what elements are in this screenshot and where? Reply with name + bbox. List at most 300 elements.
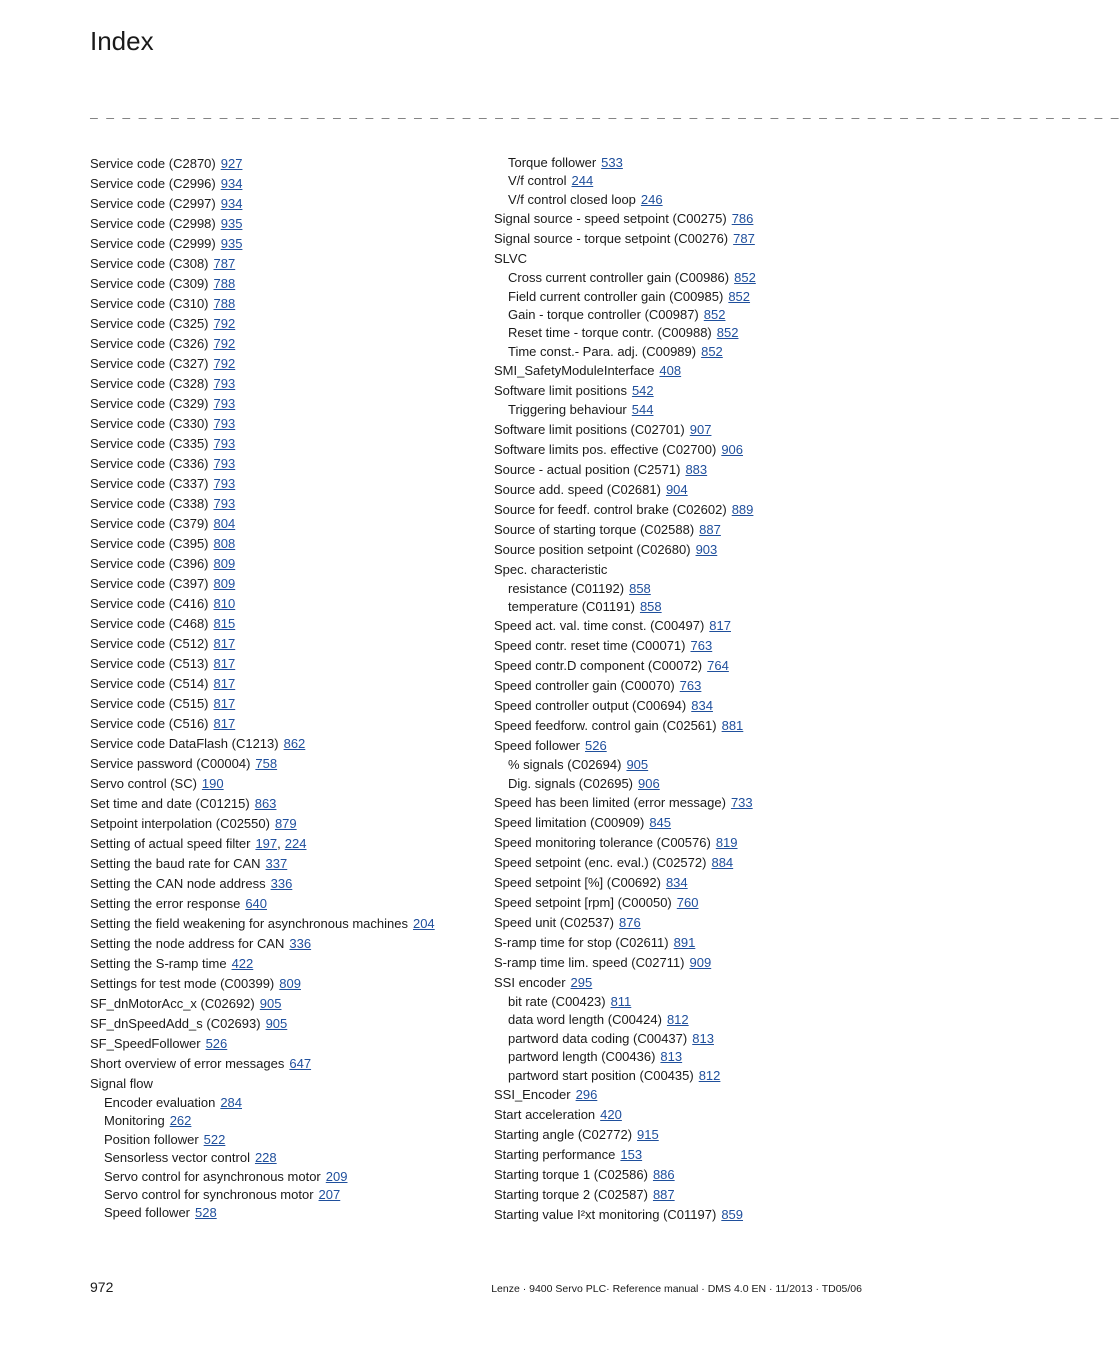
page-link[interactable]: 792 [213,316,236,331]
entry-label: SMI_SafetyModuleInterface [494,363,655,379]
index-entry [494,716,874,736]
page-link[interactable]: 262 [169,1113,192,1129]
entry-pages [638,776,660,791]
entry-pages [214,516,236,531]
entry-label: Speed limitation (C00909) [494,815,645,831]
entry-pages [692,1031,714,1046]
page-link[interactable]: 640 [245,896,268,911]
entry-pages [699,522,721,537]
entry-label: Speed follower [104,1205,190,1221]
entry-label: Service code (C379) [90,516,209,531]
entry-pages [195,1205,217,1220]
entry-pages [611,994,632,1009]
entry-pages [279,976,301,991]
entry-label: S-ramp time for stop (C02611) [494,935,669,951]
page-link[interactable]: 906 [721,441,744,457]
entry-pages [206,1036,228,1051]
index-entry [90,734,480,754]
entry-label: Speed contr. reset time (C00071) [494,638,686,654]
index-entry [90,534,480,554]
page-link[interactable]: 812 [698,1067,721,1083]
entry-label: Servo control (SC) [90,776,197,791]
page-link[interactable]: 533 [601,155,623,170]
index-entry [90,334,480,354]
page-link[interactable]: 852 [734,270,756,286]
page-link[interactable]: 209 [325,1168,348,1184]
page-link[interactable]: 904 [665,481,688,497]
page-link[interactable]: 813 [692,1030,714,1046]
page-link[interactable]: 858 [639,598,662,614]
index-entry [494,1145,874,1165]
entry-pages [245,896,267,911]
page-link[interactable]: 905 [259,996,282,1011]
entry-label: Service code (C396) [90,556,209,571]
entry-pages [704,307,726,322]
entry-pages [214,436,236,451]
index-entry [494,560,874,580]
page-link[interactable]: 336 [289,936,312,951]
entry-label: Service code (C338) [90,496,209,511]
page-link[interactable]: 809 [279,976,301,991]
page-number: 972 [90,1279,114,1295]
entry-pages [221,176,243,191]
entry-pages [214,316,236,331]
page-link[interactable]: 793 [213,396,236,411]
index-entry [494,249,874,269]
page-link[interactable]: 408 [659,363,682,379]
page-link[interactable]: 881 [721,718,744,734]
index-subentry [90,1168,480,1186]
index-subentry [494,775,874,793]
entry-label: Setting the field weakening for asynchronous machines [90,916,408,931]
entry-label: SF_SpeedFollower [90,1036,201,1051]
entry-label: Speed contr.D component (C00072) [494,658,703,674]
page-separator: , [277,836,281,851]
entry-label: Settings for test mode (C00399) [90,976,275,991]
page-link[interactable]: 817 [213,716,236,731]
entry-pages [214,376,236,391]
index-entry [90,1074,480,1094]
entry-pages [721,1207,743,1222]
index-subentry [494,191,874,209]
page-link[interactable]: 522 [203,1131,226,1147]
entry-pages [214,656,236,671]
index-entry [494,616,874,636]
page-link[interactable]: 887 [699,521,721,537]
entry-pages [641,192,663,207]
page-link[interactable]: 817 [213,696,236,711]
page-link[interactable]: 764 [707,658,729,674]
page-link[interactable]: 906 [638,775,660,791]
entry-pages [571,975,593,990]
index-entry [90,994,480,1014]
index-entry [494,676,874,696]
entry-label: Speed controller output (C00694) [494,698,687,714]
page-link[interactable]: 422 [231,956,254,971]
page-link[interactable]: 876 [618,915,641,931]
entry-label: Setting the node address for CAN [90,936,285,951]
page-link[interactable]: 793 [213,416,236,431]
page-link[interactable]: 336 [270,876,293,891]
index-subentry [90,1149,480,1167]
page-link[interactable]: 863 [254,796,277,811]
entry-pages [711,855,733,870]
index-subentry [90,1186,480,1204]
page-link[interactable]: 852 [701,343,723,359]
entry-label: Service code (C2998) [90,216,216,231]
entry-label: Service code (C330) [90,416,209,431]
page-link[interactable]: 809 [213,556,236,571]
index-entry [90,514,480,534]
index-entry [90,1034,480,1054]
entry-pages [728,289,750,304]
index-entry [90,354,480,374]
page-link[interactable]: 758 [255,756,278,771]
entry-label: Triggering behaviour [508,402,627,418]
entry-label: Service code (C309) [90,276,209,291]
page-title: Index [90,26,154,56]
page-link[interactable]: 153 [620,1147,643,1163]
entry-label: Speed setpoint (enc. eval.) (C02572) [494,855,707,871]
entry-pages [214,716,236,731]
page-link[interactable]: 544 [631,402,654,418]
entry-pages [255,756,277,771]
index-subentry [494,306,874,324]
entry-pages [667,1012,689,1027]
page-link[interactable]: 207 [318,1186,341,1202]
index-entry [90,834,480,854]
page-link[interactable]: 813 [660,1049,683,1065]
page-link[interactable]: 793 [213,456,236,471]
index-entry [90,554,480,574]
index-subentry [494,288,874,306]
page-link[interactable]: 859 [721,1207,744,1223]
entry-label: Starting torque 1 (C02586) [494,1167,648,1183]
entry-pages [576,1087,598,1102]
index-entry [90,194,480,214]
entry-label: Starting torque 2 (C02587) [494,1187,648,1203]
entry-pages [637,1127,659,1142]
page-link[interactable]: 817 [213,636,236,651]
entry-pages [214,356,236,371]
entry-label: Speed monitoring tolerance (C00576) [494,835,711,851]
entry-label: Service code (C468) [90,616,209,631]
entry-pages [666,875,688,890]
page-link[interactable]: 733 [730,795,753,811]
page-link[interactable]: 224 [284,836,307,851]
entry-label: SF_dnMotorAcc_x (C02692) [90,996,255,1011]
entry-label: Setting the baud rate for CAN [90,856,261,871]
page-link[interactable]: 852 [728,288,751,304]
page-link[interactable]: 889 [731,501,754,517]
page-link[interactable]: 883 [685,461,708,477]
page-link[interactable]: 788 [213,296,236,311]
page-link[interactable]: 907 [689,421,712,437]
page-link[interactable]: 934 [220,196,243,211]
page-link[interactable]: 793 [213,476,236,491]
index-subentry [494,154,874,172]
page-link[interactable]: 786 [731,211,754,227]
entry-label: Service code (C327) [90,356,209,371]
page-link[interactable]: 763 [679,678,702,694]
index-column-right [494,154,874,1225]
entry-pages [629,581,651,596]
entry-pages [733,231,755,246]
entry-pages [214,416,236,431]
entry-label: Service code (C516) [90,716,209,731]
entry-pages [685,462,707,477]
entry-label: Field current controller gain (C00985) [508,288,724,304]
entry-label: Service code (C2870) [90,156,216,171]
index-column-left [90,154,480,1223]
entry-label: Speed controller gain (C00070) [494,678,675,694]
index-entry [90,694,480,714]
entry-label: Short overview of error messages [90,1056,285,1071]
entry-label: Service code (C325) [90,316,209,331]
page-link[interactable]: 927 [220,156,243,171]
entry-pages [214,496,236,511]
page-link[interactable]: 852 [716,325,739,341]
page-link[interactable]: 886 [652,1167,675,1183]
entry-label: Service code (C336) [90,456,209,471]
page-link[interactable]: 244 [571,173,594,189]
entry-label: temperature (C01191) [508,598,635,614]
index-entry [494,440,874,460]
entry-pages [691,698,713,713]
entry-pages [680,678,702,693]
index-subentry [90,1112,480,1130]
entry-label: Service code (C326) [90,336,209,351]
page-link[interactable]: 204 [412,916,435,931]
page-link[interactable]: 809 [213,576,236,591]
page-link[interactable]: 935 [220,216,243,231]
page-link[interactable]: 528 [195,1205,217,1221]
page-link[interactable]: 935 [220,236,243,251]
page-link[interactable]: 542 [631,383,654,399]
entry-label: Servo control for synchronous motor [104,1186,314,1202]
entry-pages [221,236,243,251]
page-link[interactable]: 891 [673,935,696,951]
index-entry [494,500,874,520]
page-link[interactable]: 812 [666,1012,689,1028]
page-link[interactable]: 811 [610,994,632,1010]
page-link[interactable]: 787 [733,231,755,247]
page-link[interactable]: 526 [585,738,607,754]
entry-pages [255,796,277,811]
entry-pages [289,936,311,951]
entry-label: Setting of actual speed filter [90,836,251,851]
entry-label: Monitoring [104,1113,165,1129]
index-entry [494,933,874,953]
footer-doc-info: Lenze · 9400 Servo PLC· Reference manual · DMS 4.0 EN · 11/2013 · TD05/06 [491,1283,862,1295]
entry-pages [659,363,681,378]
page-link[interactable]: 760 [676,895,699,911]
entry-label: Speed has been limited (error message) [494,795,726,811]
entry-pages [734,270,756,285]
page-link[interactable]: 228 [254,1150,277,1166]
index-subentry [494,1030,874,1048]
page-link[interactable]: 792 [213,356,236,371]
page-link[interactable]: 793 [213,436,236,451]
page-link[interactable]: 526 [205,1036,228,1051]
page-link[interactable]: 788 [213,276,236,291]
entry-pages [696,542,718,557]
entry-label: Position follower [104,1131,199,1147]
index-entry [494,1165,874,1185]
entry-pages [221,216,243,231]
entry-pages [214,576,236,591]
page-link[interactable]: 905 [265,1016,288,1031]
page-link[interactable]: 337 [265,856,288,871]
entry-label: V/f control closed loop [508,191,636,207]
entry-label: Reset time - torque contr. (C00988) [508,325,712,341]
index-entry [90,674,480,694]
entry-pages [214,616,236,631]
entry-label: Service code (C512) [90,636,209,651]
page-link[interactable]: 284 [220,1095,243,1110]
page-link[interactable]: 884 [711,855,734,871]
page-link[interactable]: 296 [575,1087,598,1103]
index-entry [90,314,480,334]
index-entry [494,540,874,560]
entry-pages [413,916,435,931]
entry-label: Service code (C335) [90,436,209,451]
entry-pages [707,658,729,673]
entry-label: Service code (C514) [90,676,209,691]
entry-pages [214,536,236,551]
index-entry [90,454,480,474]
entry-label: Service code (C329) [90,396,209,411]
index-entry [494,793,874,813]
index-entry [494,520,874,540]
page-link[interactable]: 815 [213,616,236,631]
entry-pages [271,876,293,891]
index-entry [90,214,480,234]
page-link[interactable]: 792 [213,336,236,351]
page-link[interactable]: 197 [255,836,278,851]
page-link[interactable]: 808 [213,536,236,551]
page-link[interactable]: 858 [629,580,651,596]
entry-pages [601,155,623,170]
page-link[interactable]: 909 [689,955,712,971]
page-link[interactable]: 934 [220,176,243,191]
entry-pages [600,1107,622,1122]
entry-pages [619,915,641,930]
entry-label: Software limit positions (C02701) [494,421,685,437]
entry-label: Speed act. val. time const. (C00497) [494,618,705,634]
index-subentry [494,993,874,1011]
page-link[interactable]: 295 [570,975,593,991]
index-entry [90,814,480,834]
entry-label: Source of starting torque (C02588) [494,521,695,537]
page-link[interactable]: 793 [213,496,236,511]
page-link[interactable]: 819 [715,835,738,851]
index-entry [494,913,874,933]
index-entry [494,813,874,833]
page-link[interactable]: 862 [283,736,306,751]
entry-pages [170,1113,192,1128]
page-link[interactable]: 647 [289,1056,312,1071]
entry-label: partword length (C00436) [508,1049,656,1065]
page-link[interactable]: 903 [695,541,718,557]
page-link[interactable]: 787 [213,256,236,271]
entry-label: Service code (C310) [90,296,209,311]
index-entry [494,636,874,656]
page-link[interactable]: 852 [703,306,726,322]
entry-pages [255,1150,277,1165]
index-entry [90,494,480,514]
entry-label: Speed setpoint [rpm] (C00050) [494,895,672,911]
page-link[interactable]: 810 [213,596,236,611]
index-entry [494,893,874,913]
page-link[interactable]: 834 [691,698,713,714]
page-link[interactable]: 246 [640,191,663,207]
page-link[interactable]: 915 [637,1127,659,1143]
entry-pages [214,556,236,571]
entry-label: Source add. speed (C02681) [494,481,661,497]
entry-label: Spec. characteristic [494,561,608,577]
index-entry [494,853,874,873]
page-link[interactable]: 845 [649,815,672,831]
index-entry [494,696,874,716]
entry-pages [732,211,754,226]
page-link[interactable]: 804 [213,516,236,531]
entry-label: Service code (C328) [90,376,209,391]
page-link[interactable]: 763 [690,638,713,654]
index-entry [90,254,480,274]
index-entry [494,833,874,853]
index-entry [90,294,480,314]
entry-label: Dig. signals (C02695) [508,775,634,791]
entry-label: Source for feedf. control brake (C02602) [494,501,727,517]
entry-pages [214,456,236,471]
page-link[interactable]: 834 [665,875,688,891]
entry-label: SSI_Encoder [494,1087,571,1103]
page-link[interactable]: 887 [652,1187,675,1203]
page-link[interactable]: 190 [201,776,224,791]
entry-pages [626,757,648,772]
index-subentry [90,1131,480,1149]
entry-label: % signals (C02694) [508,757,622,773]
page-link[interactable]: 817 [213,676,236,691]
index-subentry [90,1094,480,1112]
entry-pages [699,1068,721,1083]
page-link[interactable]: 420 [600,1107,622,1123]
page-link[interactable]: 817 [709,618,731,634]
entry-label: Service code (C416) [90,596,209,611]
entry-pages [632,402,654,417]
entry-pages [214,476,236,491]
entry-label: Service code (C2999) [90,236,216,251]
entry-pages [214,396,236,411]
index-entry [90,594,480,614]
page-link[interactable]: 879 [274,816,297,831]
entry-label: resistance (C01192) [508,580,625,596]
entry-pages [653,1187,675,1202]
entry-label: Service code (C2997) [90,196,216,211]
entry-label: Speed unit (C02537) [494,915,614,931]
page-link[interactable]: 905 [626,757,649,773]
entry-pages [716,835,738,850]
entry-pages [674,935,696,950]
index-entry [90,414,480,434]
page-link[interactable]: 817 [213,656,236,671]
entry-pages [691,638,713,653]
index-subentry [494,343,874,361]
entry-label: Signal source - speed setpoint (C00275) [494,211,727,227]
page-link[interactable]: 793 [213,376,236,391]
entry-pages [204,1132,226,1147]
